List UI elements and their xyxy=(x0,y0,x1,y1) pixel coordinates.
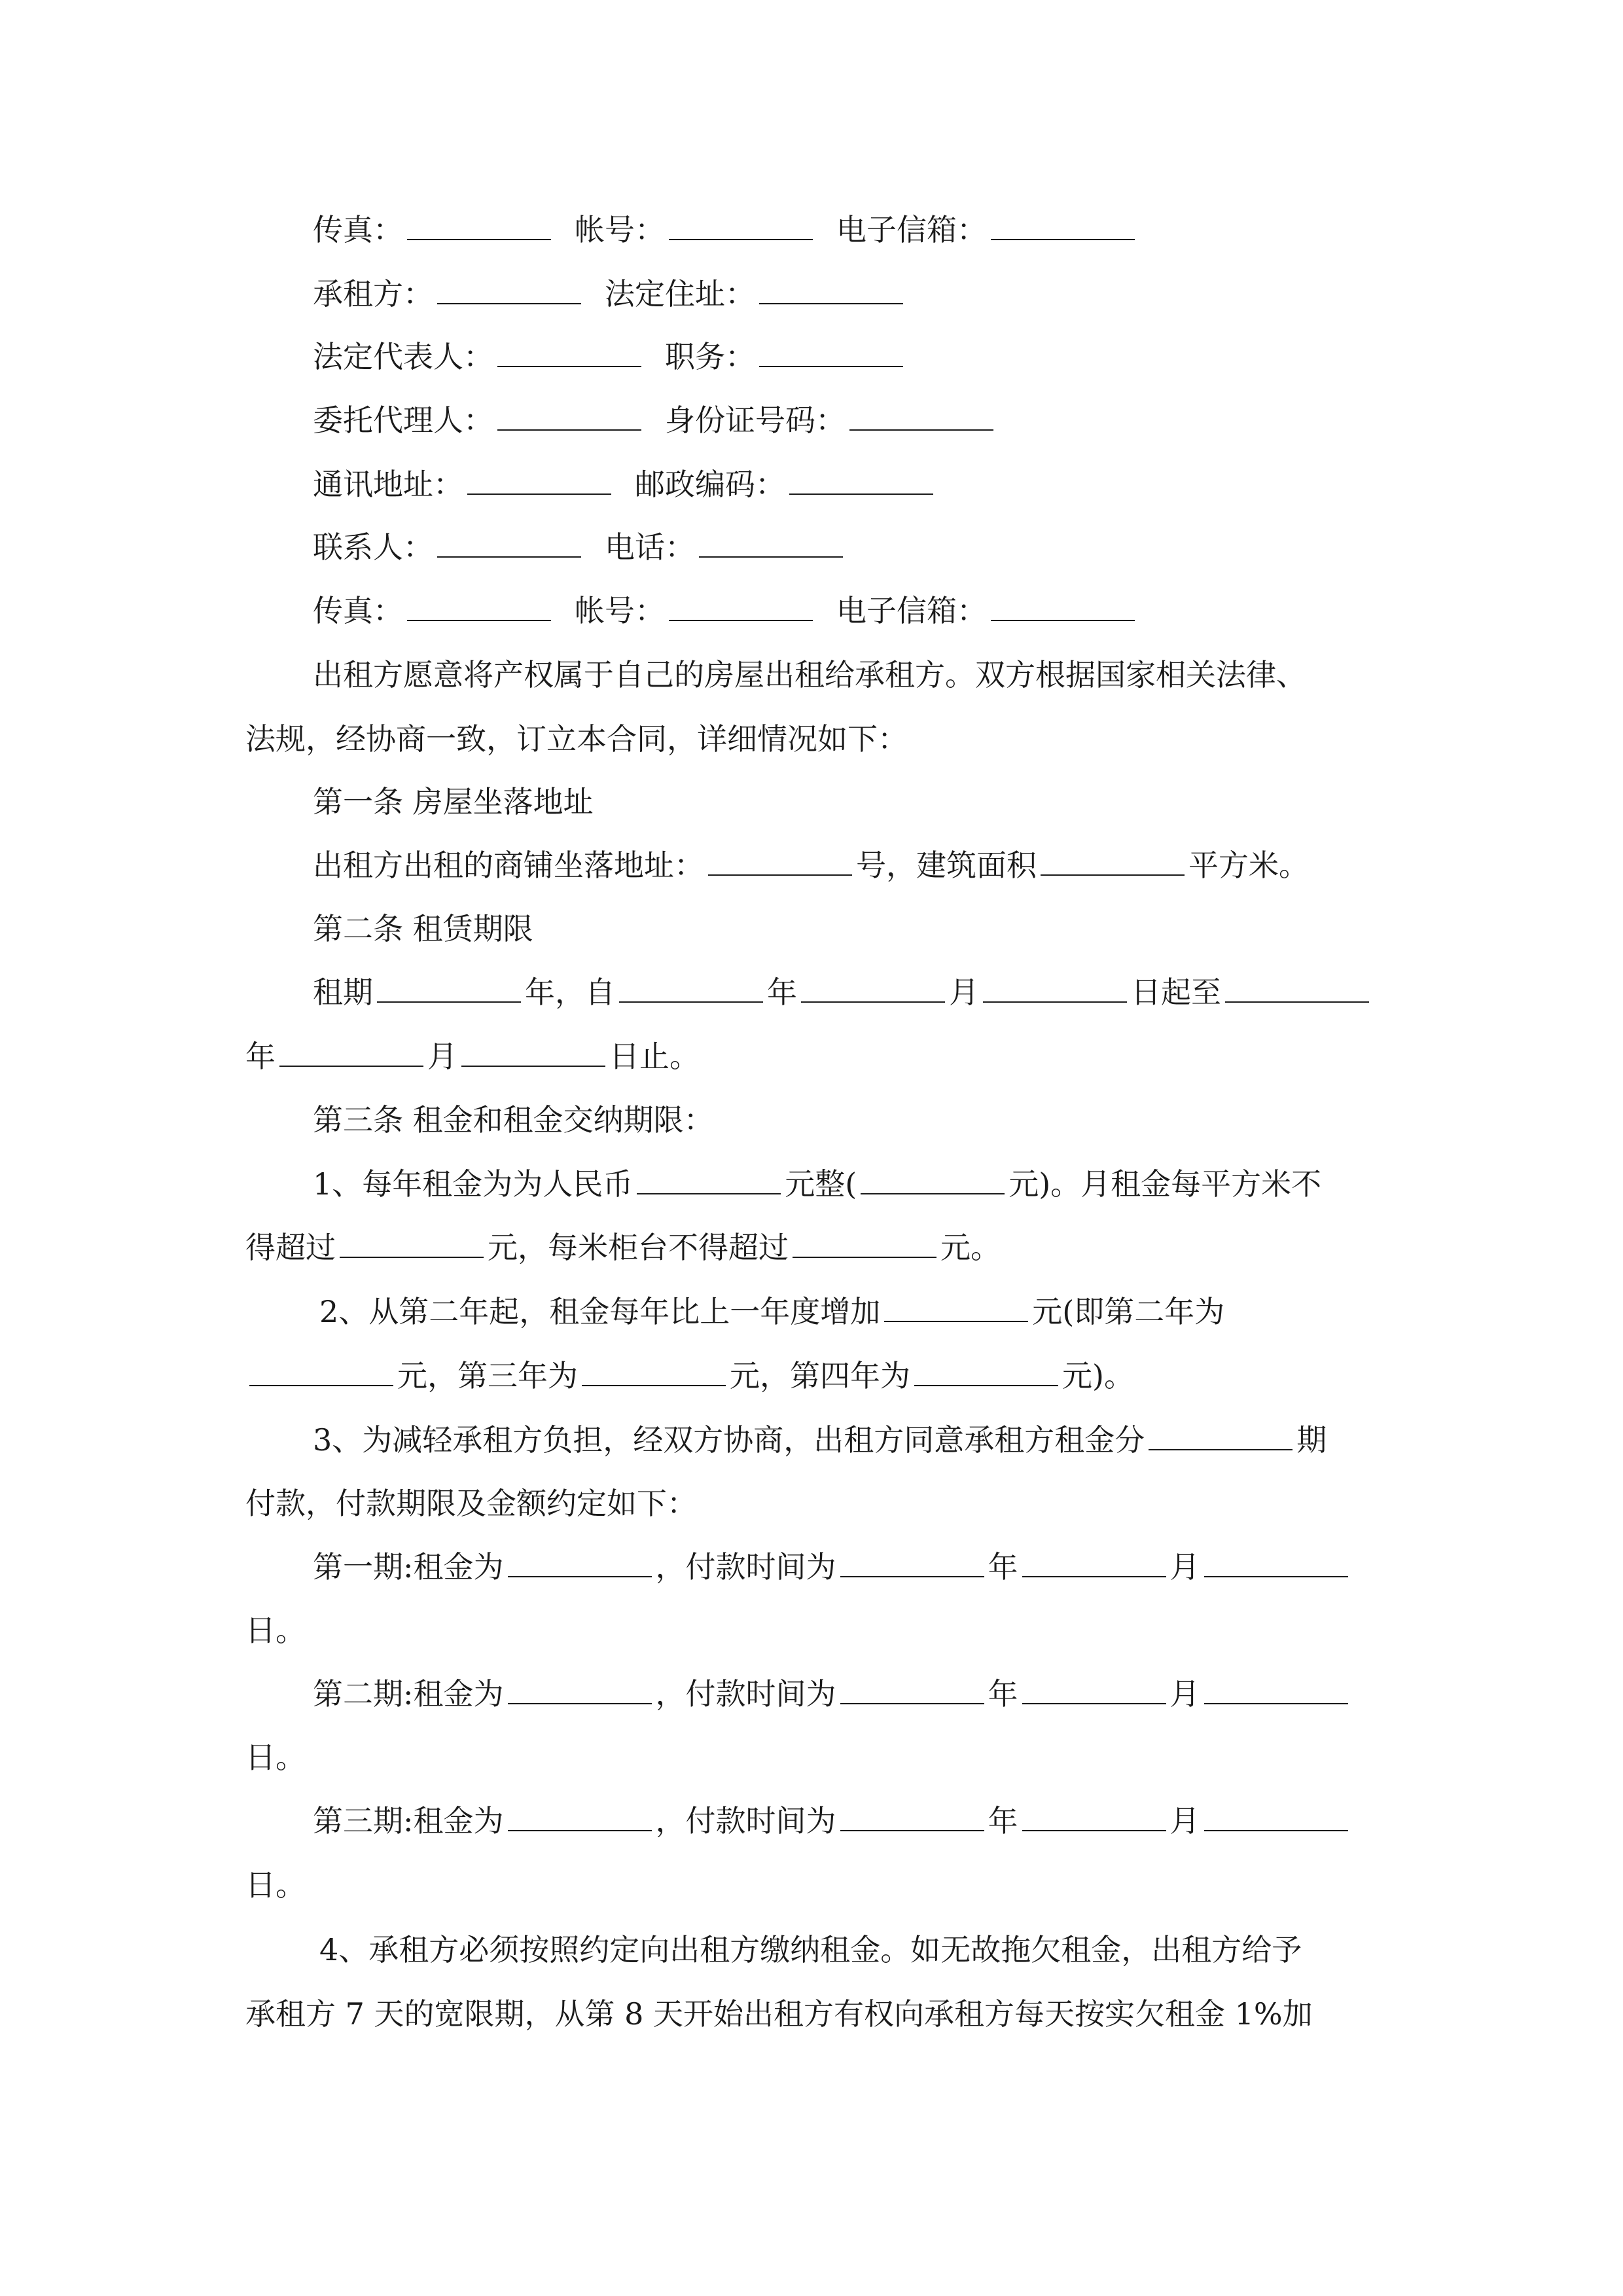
area-blank[interactable] xyxy=(1041,848,1185,876)
installment-1-month-blank[interactable] xyxy=(1022,1550,1166,1577)
per-counter-blank[interactable] xyxy=(793,1230,936,1258)
mail-address-label: 通讯地址： xyxy=(313,467,463,502)
fax-label: 传真： xyxy=(313,212,403,247)
phone-blank[interactable] xyxy=(699,530,843,558)
rent-para-1-line-2: 得超过 元，每米柜台不得超过 元。 xyxy=(245,1230,1001,1265)
contact-row-2 xyxy=(0,579,1623,643)
lease-term-line-1: 租期 年，自 年 月 日起至 xyxy=(0,960,1623,1024)
rent-para-3-line-1: 3、为减轻承租方负担，经双方协商，出租方同意承租方租金分 期 xyxy=(313,1422,1327,1458)
article-2-title: 第二条 租赁期限 xyxy=(313,911,533,946)
legal-address-blank[interactable] xyxy=(759,277,903,304)
postcode-blank[interactable] xyxy=(789,467,933,495)
increase-blank[interactable] xyxy=(884,1295,1028,1322)
legal-rep-label: 法定代表人： xyxy=(313,339,493,374)
installment-3-day-blank[interactable] xyxy=(1204,1804,1348,1831)
installment-1-line-1: 第一期:租金为 ，付款时间为 年 月 xyxy=(0,1535,1623,1599)
fax-label-2: 传真： xyxy=(313,593,403,628)
end-year-blank[interactable] xyxy=(1225,975,1369,1003)
article-1-address: 出租方出租的商铺坐落地址： 号，建筑面积 平方米。 xyxy=(313,848,1309,883)
phone-label: 电话： xyxy=(605,529,695,565)
legal-rep-blank[interactable] xyxy=(497,340,641,367)
contact-person-label: 联系人： xyxy=(313,529,433,565)
position-blank[interactable] xyxy=(759,340,903,367)
rent-para-4-line-2: 承租方 7 天的宽限期，从第 8 天开始出租方有权向承租方每天按实欠租金 1%加 xyxy=(245,1996,1313,2032)
installment-2-amount-blank[interactable] xyxy=(508,1677,652,1704)
installment-1-day-blank[interactable] xyxy=(1204,1550,1348,1577)
lessee-label: 承租方： xyxy=(313,276,433,312)
annual-rent-figure-blank[interactable] xyxy=(861,1167,1005,1194)
intro-line-1: 出租方愿意将产权属于自己的房屋出租给承租方。双方根据国家相关法律、 xyxy=(313,657,1306,692)
start-year-blank[interactable] xyxy=(619,975,763,1003)
per-sqm-blank[interactable] xyxy=(340,1230,484,1258)
installment-2-day-blank[interactable] xyxy=(1204,1677,1348,1704)
contact-person-blank[interactable] xyxy=(437,530,581,558)
id-number-blank[interactable] xyxy=(849,403,993,431)
email-label-2: 电子信箱： xyxy=(836,593,987,628)
installment-3-year-blank[interactable] xyxy=(840,1804,984,1831)
fax-blank-2[interactable] xyxy=(407,594,551,621)
agent-label: 委托代理人： xyxy=(313,403,493,438)
address-blank[interactable] xyxy=(708,848,852,876)
year-3-blank[interactable] xyxy=(582,1359,726,1386)
position-label: 职务： xyxy=(665,339,755,374)
rent-para-2-line-2: 元，第三年为 元，第四年为 元)。 xyxy=(0,1344,1623,1408)
start-month-blank[interactable] xyxy=(801,975,945,1003)
legal-rep-row xyxy=(0,325,1623,389)
mail-address-blank[interactable] xyxy=(467,467,611,495)
end-day-blank[interactable] xyxy=(461,1039,605,1067)
email-label: 电子信箱： xyxy=(836,212,987,247)
installment-3-month-blank[interactable] xyxy=(1022,1804,1166,1831)
lessee-blank[interactable] xyxy=(437,277,581,304)
end-month-blank[interactable] xyxy=(279,1039,423,1067)
installment-2-line-1: 第二期:租金为 ，付款时间为 年 月 xyxy=(0,1662,1623,1726)
year-2-blank[interactable] xyxy=(249,1359,393,1386)
email-blank[interactable] xyxy=(991,213,1135,240)
start-day-blank[interactable] xyxy=(983,975,1127,1003)
lease-term-line-2: 年 月 日止。 xyxy=(245,1039,700,1074)
legal-address-label: 法定住址： xyxy=(605,276,755,312)
installment-3-line-2: 日。 xyxy=(245,1867,306,1903)
email-blank-2[interactable] xyxy=(991,594,1135,621)
year-4-blank[interactable] xyxy=(914,1359,1058,1386)
rent-para-4-line-1: 4、承租方必须按照约定向出租方缴纳租金。如无故拖欠租金，出租方给予 xyxy=(319,1932,1302,1967)
installment-3-amount-blank[interactable] xyxy=(508,1804,652,1831)
annual-rent-blank[interactable] xyxy=(637,1167,781,1194)
installment-3-line-1: 第三期:租金为 ，付款时间为 年 月 xyxy=(0,1789,1623,1853)
agent-blank[interactable] xyxy=(497,403,641,431)
installment-1-line-2: 日。 xyxy=(245,1613,306,1648)
intro-line-2: 法规，经协商一致，订立本合同，详细情况如下： xyxy=(245,721,908,757)
installment-2-year-blank[interactable] xyxy=(840,1677,984,1704)
account-blank-2[interactable] xyxy=(669,594,813,621)
lessee-row xyxy=(0,262,1623,326)
account-label-2: 帐号： xyxy=(575,593,665,628)
installment-2-line-2: 日。 xyxy=(245,1740,306,1775)
article-1-title: 第一条 房屋坐落地址 xyxy=(313,784,594,819)
installments-blank[interactable] xyxy=(1149,1423,1293,1450)
rent-para-2-line-1: 2、从第二年起，租金每年比上一年度增加 元(即第二年为 xyxy=(319,1294,1225,1329)
contact-person-row xyxy=(0,515,1623,579)
agent-row xyxy=(0,388,1623,452)
rent-para-1-line-1: 1、每年租金为为人民币 元整( 元)。月租金每平方米不 xyxy=(313,1166,1322,1202)
account-blank[interactable] xyxy=(669,213,813,240)
account-label: 帐号： xyxy=(575,212,665,247)
fax-blank[interactable] xyxy=(407,213,551,240)
installment-2-month-blank[interactable] xyxy=(1022,1677,1166,1704)
installment-1-year-blank[interactable] xyxy=(840,1550,984,1577)
term-years-blank[interactable] xyxy=(377,975,521,1003)
article-3-title: 第三条 租金和租金交纳期限： xyxy=(313,1102,714,1138)
id-number-label: 身份证号码： xyxy=(665,403,846,438)
rent-para-3-line-2: 付款，付款期限及金额约定如下： xyxy=(245,1486,697,1521)
contact-row-1 xyxy=(0,198,1623,262)
postcode-label: 邮政编码： xyxy=(635,467,785,502)
installment-1-amount-blank[interactable] xyxy=(508,1550,652,1577)
mail-address-row xyxy=(0,452,1623,516)
